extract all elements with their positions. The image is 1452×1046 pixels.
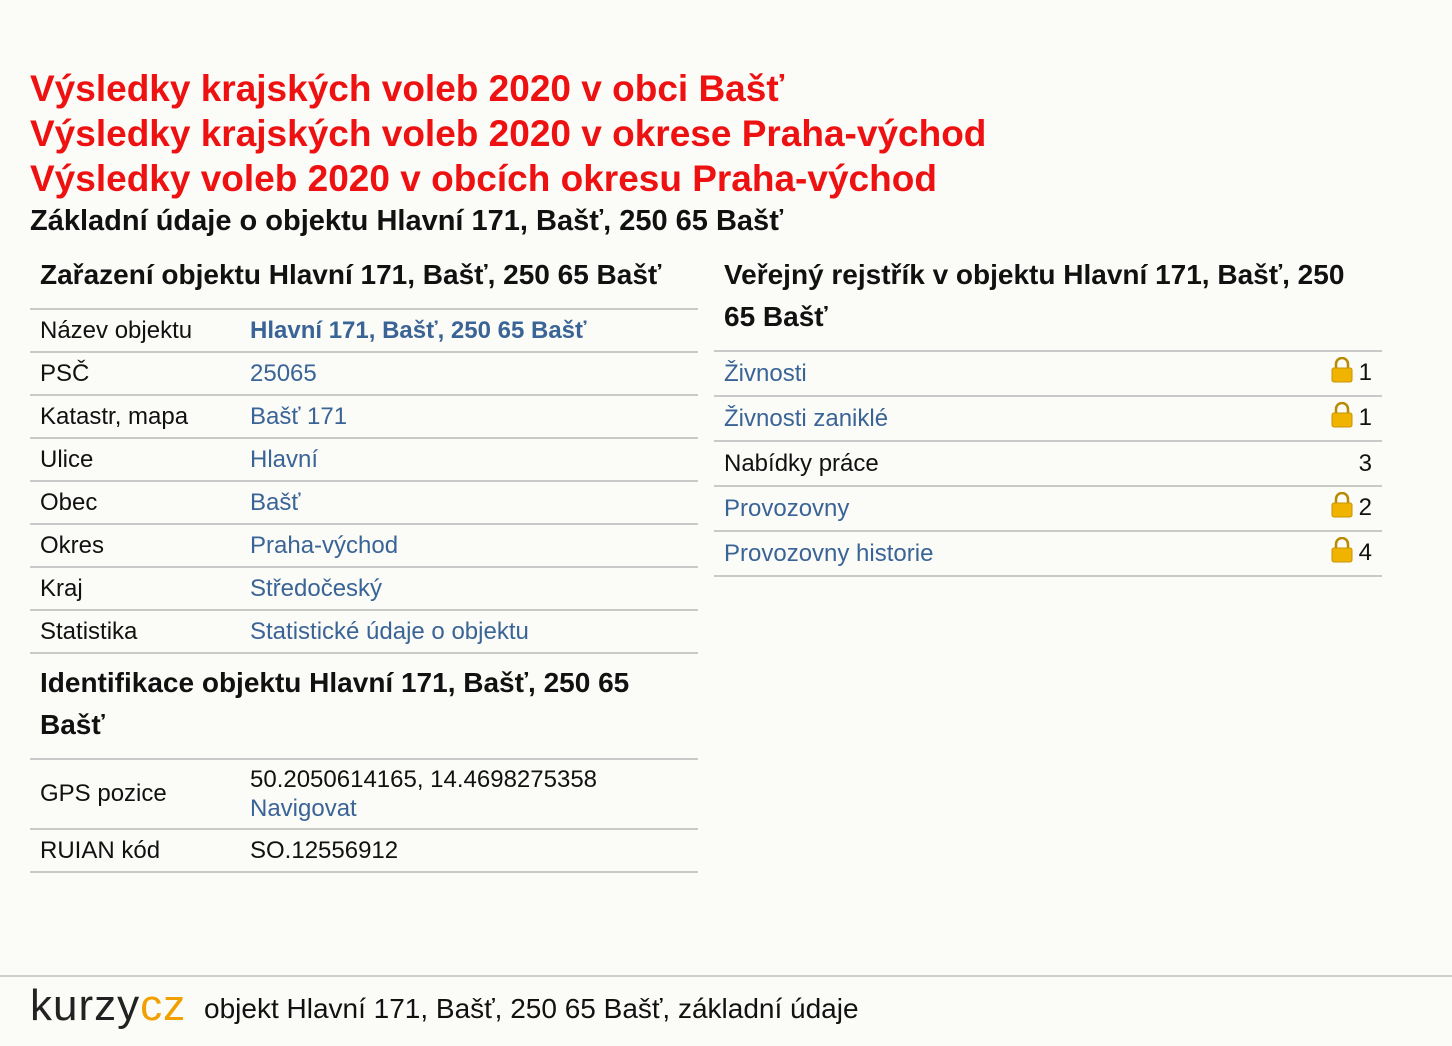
identifikace-heading: Identifikace objektu Hlavní 171, Bašť, 250 65 Bašť (40, 667, 630, 740)
provozovny-historie-link[interactable]: Provozovny historie (724, 539, 934, 567)
gps-value: 50.2050614165, 14.4698275358 (250, 766, 598, 793)
gps-key: GPS pozice (40, 780, 167, 807)
table-row (714, 486, 1382, 531)
table-row (714, 441, 1382, 486)
page-subtitle: Základní údaje o objektu Hlavní 171, Bašť, 250 65 Bašť (30, 205, 784, 237)
ulice-link[interactable]: Hlavní (250, 445, 319, 473)
identifikace-table (30, 758, 698, 873)
object-name-link[interactable]: Hlavní 171, Bašť, 250 65 Bašť (250, 316, 587, 344)
table-row (714, 396, 1382, 441)
zarazeni-heading: Zařazení objektu Hlavní 171, Bašť, 250 65 Bašť (40, 259, 662, 290)
ruian-value: SO.12556912 (250, 836, 399, 864)
row-key: Statistika (40, 617, 138, 645)
row-key: Kraj (40, 574, 83, 602)
row-key: Okres (40, 531, 105, 559)
right-column (714, 252, 1382, 577)
table-row (30, 309, 698, 352)
table-row (30, 352, 698, 395)
zivnosti-zanikle-count: 1 (1358, 404, 1372, 431)
table-row (30, 481, 698, 524)
zivnosti-link[interactable]: Živnosti (724, 359, 807, 387)
zarazeni-table (30, 308, 698, 654)
table-row (30, 567, 698, 610)
psc-link[interactable]: 25065 (250, 359, 317, 387)
election-link-obec[interactable]: Výsledky krajských voleb 2020 v obci Bašť (30, 68, 785, 109)
okres-link[interactable]: Praha-východ (250, 531, 399, 559)
table-row (30, 524, 698, 567)
row-key: Ulice (40, 445, 94, 473)
rejstrik-table (714, 350, 1382, 577)
provozovny-link[interactable]: Provozovny (724, 494, 850, 522)
table-row (714, 351, 1382, 396)
table-row (30, 610, 698, 653)
obec-link[interactable]: Bašť (250, 488, 301, 516)
lock-icon (1331, 492, 1353, 525)
lock-icon (1331, 537, 1353, 570)
table-row (714, 531, 1382, 576)
zivnosti-zanikle-link[interactable]: Živnosti zaniklé (724, 404, 889, 432)
nabidky-prace-label: Nabídky práce (724, 449, 879, 477)
row-key: Obec (40, 488, 98, 516)
rejstrik-heading: Veřejný rejstřík v objektu Hlavní 171, Bašť, 250 65 Bašť (724, 259, 1345, 332)
ruian-key: RUIAN kód (40, 836, 161, 864)
zivnosti-count: 1 (1358, 359, 1372, 386)
lock-icon (1331, 357, 1353, 390)
nabidky-prace-count: 3 (1358, 449, 1372, 477)
kurzy-logo[interactable]: kurzycz (30, 981, 187, 1030)
statistika-link[interactable]: Statistické údaje o objektu (250, 617, 529, 645)
election-link-obce-okresu[interactable]: Výsledky voleb 2020 v obcích okresu Praha-východ (30, 158, 937, 199)
table-row (30, 829, 698, 872)
election-links (30, 66, 986, 201)
lock-icon (1331, 402, 1353, 435)
row-key: PSČ (40, 359, 90, 387)
table-row (30, 438, 698, 481)
left-column (30, 252, 698, 873)
provozovny-historie-count: 4 (1358, 539, 1372, 566)
footer-text: objekt Hlavní 171, Bašť, 250 65 Bašť, základní údaje (204, 993, 859, 1024)
katastr-link[interactable]: Bašť 171 (250, 402, 348, 430)
table-row (30, 759, 698, 829)
kraj-link[interactable]: Středočeský (250, 574, 383, 602)
row-key: Katastr, mapa (40, 402, 189, 430)
election-link-okres[interactable]: Výsledky krajských voleb 2020 v okrese Praha-východ (30, 113, 987, 154)
table-row (30, 395, 698, 438)
navigate-link[interactable]: Navigovat (250, 795, 357, 822)
provozovny-count: 2 (1358, 494, 1372, 521)
footer (0, 975, 1452, 1046)
row-key: Název objektu (40, 316, 193, 344)
